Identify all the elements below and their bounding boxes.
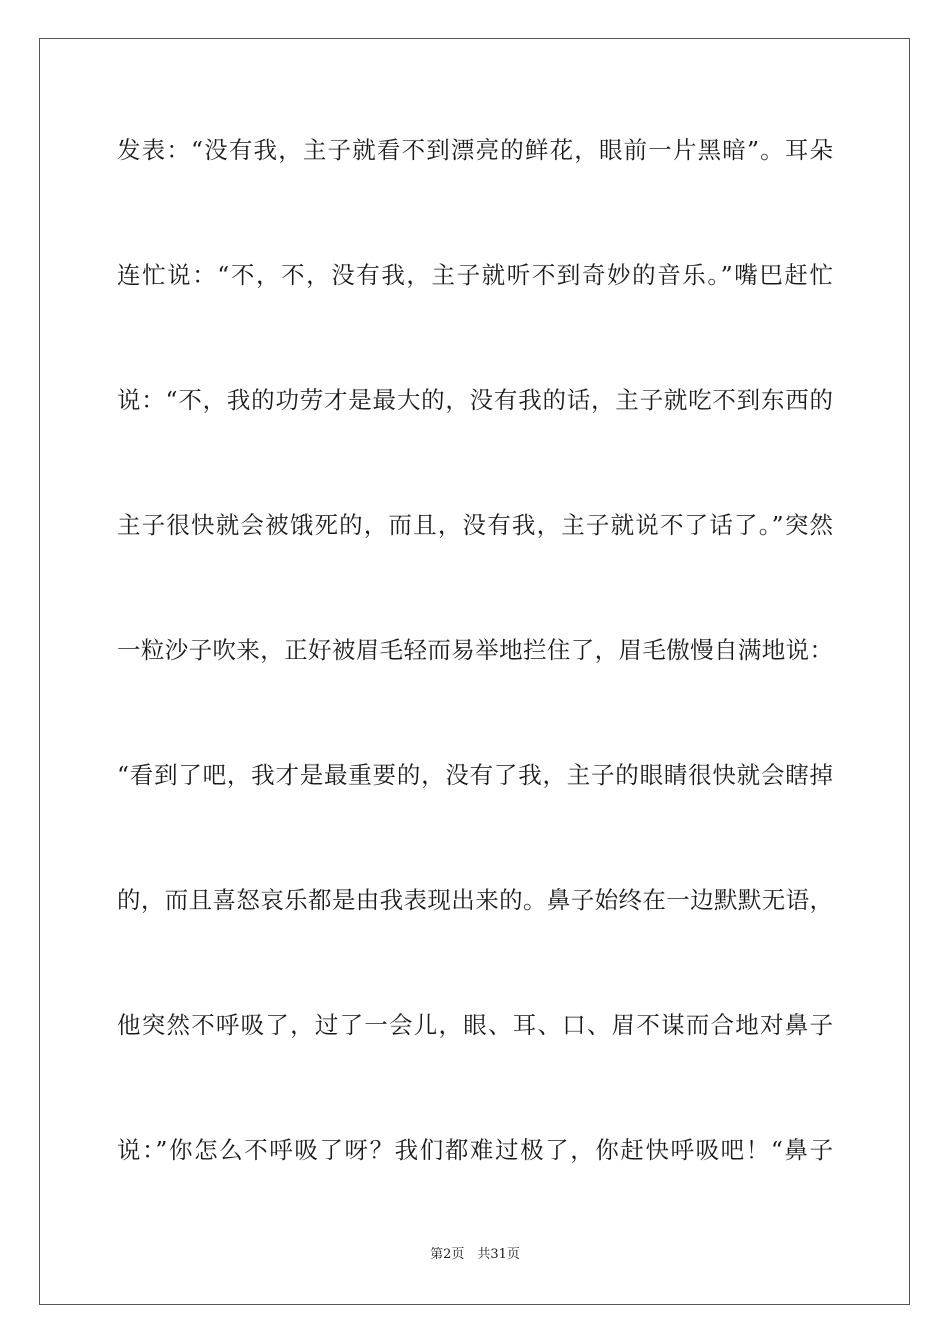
text-line: 一粒沙子吹来，正好被眉毛轻而易举地拦住了，眉毛傲慢自满地说： <box>117 636 833 664</box>
page-footer <box>0 1246 950 1264</box>
text-line: 他突然不呼吸了，过了一会儿，眼、耳、口、眉不谋而合地对鼻子 <box>117 1011 833 1039</box>
text-line: “看到了吧，我才是最重要的，没有了我，主子的眼睛很快就会瞎掉 <box>117 761 833 789</box>
page-border <box>39 38 910 1305</box>
text-line: 的，而且喜怒哀乐都是由我表现出来的。鼻子始终在一边默默无语， <box>117 886 833 914</box>
text-line: 说：”你怎么不呼吸了呀？我们都难过极了，你赶快呼吸吧！“鼻子 <box>117 1136 833 1164</box>
page-number-label: 第2页 共31页 <box>430 1247 520 1262</box>
text-line: 发表：“没有我，主子就看不到漂亮的鲜花，眼前一片黑暗”。耳朵 <box>117 136 833 164</box>
text-line: 说：“不，我的功劳才是最大的，没有我的话，主子就吃不到东西的 <box>117 386 833 414</box>
text-line: 主子很快就会被饿死的，而且，没有我，主子就说不了话了。”突然 <box>117 511 833 539</box>
text-line: 连忙说：“不，不，没有我，主子就听不到奇妙的音乐。”嘴巴赶忙 <box>117 261 833 289</box>
